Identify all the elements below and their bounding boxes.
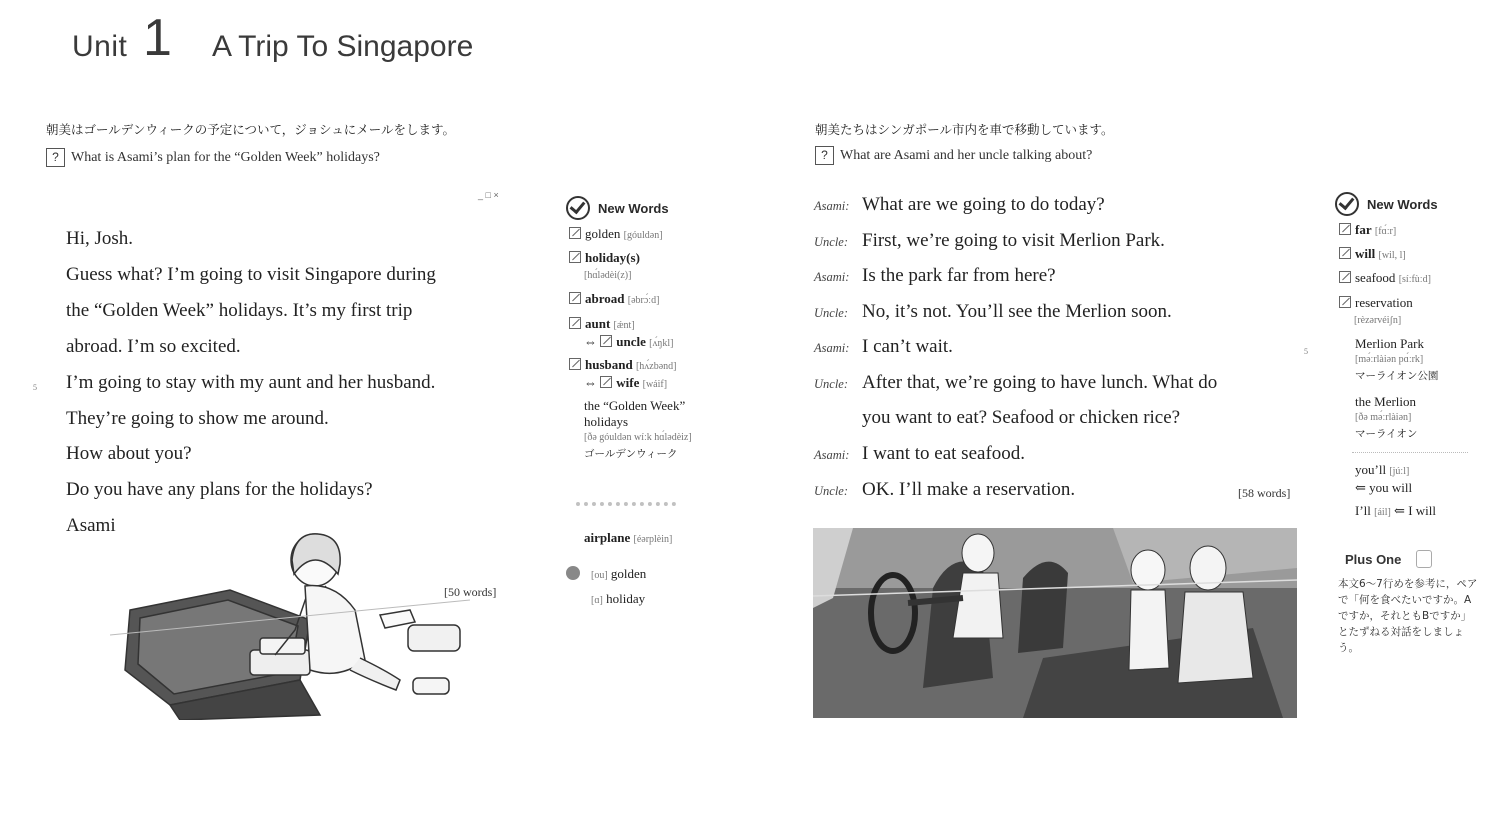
- pair-word: wife: [616, 375, 640, 390]
- check-icon: [1335, 192, 1359, 216]
- checkbox-icon: [600, 335, 612, 347]
- speaker: Uncle:: [814, 377, 849, 391]
- utterance: No, it’s not. You’ll see the Merlion soon.: [862, 301, 1172, 322]
- right-question-text: What are Asami and her uncle talking about?: [840, 147, 1093, 163]
- utterance: First, we’re going to visit Merlion Park.: [862, 230, 1165, 251]
- email-line: I’m going to stay with my aunt and her husband.: [66, 372, 436, 393]
- dialog-line: [814, 443, 1025, 465]
- email-line: Asami: [66, 515, 116, 536]
- utterance: you want to eat? Seafood or chicken rice?: [862, 407, 1181, 428]
- phrase-item: [584, 398, 702, 462]
- speaker: Uncle:: [814, 484, 849, 498]
- checkbox-icon: [1339, 247, 1351, 259]
- email-line: How about you?: [66, 443, 192, 464]
- phonetic: [wil, l]: [1378, 250, 1406, 261]
- utterance: I want to eat seafood.: [862, 443, 1026, 464]
- utterance: What are we going to do today?: [862, 194, 1105, 215]
- word-count: [58 words]: [1238, 486, 1291, 500]
- dialog-line: [814, 407, 1180, 429]
- window-controls-icon: _ □ ×: [478, 190, 499, 200]
- new-word-item: [569, 357, 677, 393]
- unit-number: 1: [143, 9, 172, 67]
- new-word-item: [569, 250, 640, 284]
- word: will: [1355, 246, 1376, 261]
- checkbox-icon: [569, 317, 581, 329]
- checkbox-icon: [600, 376, 612, 388]
- phonetic: [júːl]: [1389, 466, 1410, 477]
- speaker: Uncle:: [814, 235, 849, 249]
- unit-label: Unit: [72, 30, 128, 63]
- word: reservation: [1355, 295, 1413, 310]
- phonetic: [ǽnt]: [613, 320, 635, 331]
- utterance: I can’t wait.: [862, 336, 953, 357]
- plus-one-text: 本文6～7行めを参考に，ペアで「何を食べたいですか。Aですか，それともBですか」とたずねる対話をしましょう。: [1338, 578, 1478, 654]
- checkbox-icon: [1339, 223, 1351, 235]
- word: seafood: [1355, 270, 1396, 285]
- word: husband: [585, 357, 633, 372]
- full-form: ⇐ you will: [1355, 480, 1413, 495]
- word: I’ll: [1355, 503, 1371, 518]
- phonetic: [hɑ́lədèi(z)]: [584, 270, 632, 281]
- dialog-line: [814, 230, 1165, 252]
- new-words-header: [566, 196, 669, 220]
- speaker: Asami:: [814, 199, 850, 213]
- speaker: Asami:: [814, 341, 850, 355]
- dialog-line: [814, 372, 1217, 394]
- pron-word: holiday: [606, 591, 646, 606]
- question-icon: ?: [46, 148, 65, 167]
- phonetic: [əbrɔ́ːd]: [627, 295, 660, 306]
- unit-title: A Trip To Singapore: [212, 30, 474, 63]
- phonetic: [ðə góuldən wíːk hɑ́lədèiz]: [584, 432, 692, 443]
- word: Merlion Park: [1355, 336, 1424, 351]
- phonetic: [síːfùːd]: [1398, 274, 1431, 285]
- pair-talk-icon: [1416, 550, 1432, 568]
- car-illustration: [813, 528, 1297, 718]
- sound: [ou]: [591, 570, 608, 581]
- left-intro-jp: 朝美はゴールデンウィークの予定について，ジョシュにメールをします。: [46, 122, 456, 137]
- proper-noun-item: [1355, 394, 1417, 442]
- checkbox-icon: [569, 251, 581, 263]
- question-icon: ?: [815, 146, 834, 165]
- new-word-item: [569, 291, 659, 309]
- contraction-item: [1355, 462, 1412, 496]
- email-line: Guess what? I’m going to visit Singapore during: [66, 264, 436, 285]
- check-icon: [566, 196, 590, 220]
- email-line: Hi, Josh.: [66, 228, 134, 249]
- phonetic: [wáif]: [642, 379, 668, 390]
- right-intro-jp: 朝美たちはシンガポール市内を車で移動しています。: [815, 122, 1114, 137]
- contraction-item: [1355, 503, 1436, 521]
- pair-word: uncle: [616, 334, 646, 349]
- phonetic: [hʌ́zbənd]: [635, 361, 677, 372]
- new-word-item: [569, 316, 674, 352]
- checkbox-icon: [569, 227, 581, 239]
- new-words-title: New Words: [598, 200, 669, 216]
- checkbox-icon: [569, 358, 581, 370]
- checkbox-icon: [569, 292, 581, 304]
- left-question-text: What is Asami’s plan for the “Golden Week” holidays?: [71, 149, 380, 165]
- speaker-icon: [566, 566, 580, 580]
- pron-word: golden: [610, 566, 647, 581]
- phonetic: [áil]: [1374, 507, 1391, 518]
- decorative-label-icon: [576, 502, 676, 524]
- jp: マーライオン公園: [1355, 370, 1439, 382]
- phrase-jp: ゴールデンウィーク: [584, 448, 678, 460]
- extra-word-item: [584, 530, 672, 548]
- utterance: Is the park far from here?: [862, 265, 1056, 286]
- word: golden: [585, 226, 621, 241]
- phonetic: [éərplèin]: [633, 534, 673, 545]
- word: airplane: [584, 530, 631, 545]
- left-question: [46, 148, 380, 167]
- email-line: the “Golden Week” holidays. It’s my first trip: [66, 300, 413, 321]
- speaker: Uncle:: [814, 306, 849, 320]
- sound: [ɑ]: [591, 595, 603, 606]
- new-word-item: [1339, 270, 1431, 288]
- new-words-title: New Words: [1367, 196, 1438, 212]
- new-word-item: [1339, 222, 1396, 240]
- word: abroad: [585, 291, 625, 306]
- new-word-item: [1339, 295, 1413, 329]
- dialog-line: [814, 336, 953, 358]
- plus-one-title: Plus One: [1345, 552, 1402, 567]
- arrow-icon: ⇔: [584, 375, 597, 390]
- right-question: [815, 146, 1092, 165]
- checkbox-icon: [1339, 271, 1351, 283]
- dialog-line: [814, 479, 1075, 501]
- line-number: 5: [1304, 347, 1308, 356]
- email-line: Do you have any plans for the holidays?: [66, 479, 373, 500]
- phonetic: [mə́ːrlàiən pɑ́ːrk]: [1355, 354, 1424, 365]
- phonetic: [rèzərvéiʃn]: [1354, 315, 1402, 326]
- pron-item: [591, 591, 645, 609]
- new-word-item: [1339, 246, 1406, 264]
- phrase: the “Golden Week” holidays: [584, 398, 686, 429]
- line-number: 5: [33, 383, 37, 392]
- divider: [1352, 452, 1468, 453]
- phonetic: [fɑ́ːr]: [1374, 226, 1397, 237]
- phonetic: [ʌ́ŋkl]: [649, 338, 674, 349]
- speaker: Asami:: [814, 270, 850, 284]
- new-words-header: [1335, 192, 1438, 216]
- word: holiday(s): [585, 250, 640, 265]
- dialog-line: [814, 301, 1172, 323]
- dialog-line: [814, 265, 1056, 287]
- email-line: abroad. I’m so excited.: [66, 336, 241, 357]
- utterance: OK. I’ll make a reservation.: [862, 479, 1076, 500]
- packing-illustration: [110, 530, 470, 720]
- jp: マーライオン: [1355, 428, 1418, 440]
- arrow-icon: ⇔: [584, 334, 597, 349]
- full-form: ⇐ I will: [1394, 503, 1436, 518]
- pron-item: [591, 566, 646, 584]
- phonetic: [ðə mə́ːrlàiən]: [1355, 412, 1412, 423]
- email-line: They’re going to show me around.: [66, 408, 329, 429]
- dialog-line: [814, 194, 1105, 216]
- word-count: [50 words]: [444, 585, 497, 599]
- utterance: After that, we’re going to have lunch. What do: [862, 372, 1218, 393]
- word: the Merlion: [1355, 394, 1417, 409]
- proper-noun-item: [1355, 336, 1438, 384]
- word: aunt: [585, 316, 611, 331]
- new-word-item: [569, 226, 663, 244]
- checkbox-icon: [1339, 296, 1351, 308]
- word: you’ll: [1355, 462, 1387, 477]
- speaker: Asami:: [814, 448, 850, 462]
- word: far: [1355, 222, 1372, 237]
- phonetic: [góuldən]: [623, 230, 663, 241]
